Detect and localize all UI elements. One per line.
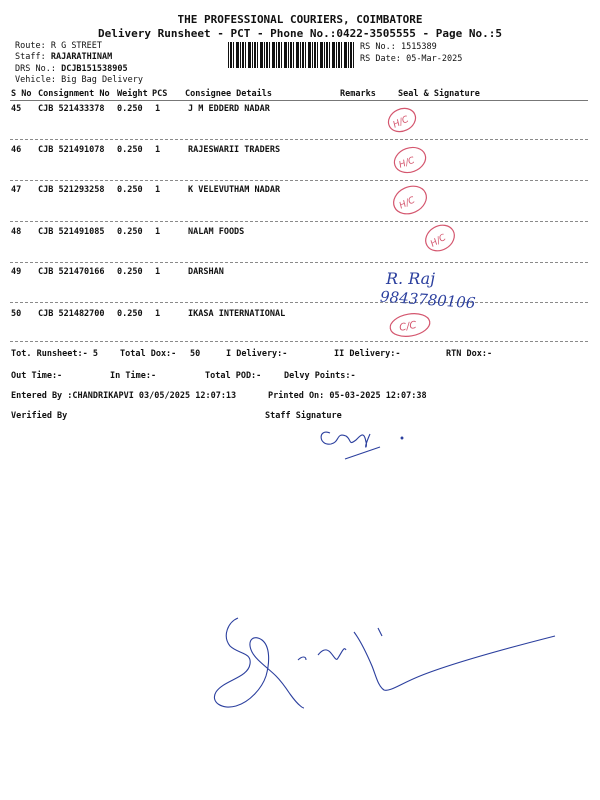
row-weight: 0.250 [117, 227, 143, 237]
total-dox-label: Total Dox:- [120, 349, 177, 359]
signature-stroke [298, 657, 306, 660]
phone-text: 9843780106 [379, 287, 476, 313]
rs-date-label: RS Date: [360, 54, 401, 64]
row-weight: 0.250 [117, 309, 143, 319]
stamp-text: H/C [391, 114, 411, 131]
row-consignment: CJB 521470166 [38, 267, 105, 277]
total-dox-value: 50 [190, 349, 201, 359]
row-divider [10, 302, 588, 303]
row-sno: 47 [11, 185, 22, 195]
stamp-text: C/C [398, 319, 418, 334]
row-consignment: CJB 521491085 [38, 227, 105, 237]
stamp-text: H/C [397, 195, 417, 212]
stamp-circle-icon [421, 220, 459, 256]
row-pcs: 1 [155, 185, 161, 195]
rs-date-value: 05-Mar-2025 [406, 54, 463, 64]
col-consignment: Consignment No [38, 89, 110, 99]
signature-dot [401, 437, 403, 439]
rs-no-line [360, 42, 437, 52]
runsheet-title: Delivery Runsheet - PCT - Phone No.:0422-3505555 - Page No.:5 [98, 27, 502, 40]
row-sno: 48 [11, 227, 22, 237]
signature-text: R. Raj [386, 269, 436, 288]
barcode-image [228, 42, 354, 68]
large-signature [214, 618, 555, 708]
route-label: Route: [15, 41, 46, 51]
row-consignee: NALAM FOODS [188, 227, 245, 237]
row-pcs: 1 [155, 104, 161, 114]
out-time: Out Time:- [11, 371, 63, 381]
stamp-circle-icon [388, 311, 431, 340]
table-header-rule [10, 100, 588, 101]
stamp-text: H/C [397, 155, 417, 171]
row-sno: 45 [11, 104, 22, 114]
printed-on: Printed On: 05-03-2025 12:07:38 [268, 391, 427, 401]
stamp-texts [392, 114, 449, 333]
row-consignee: J M EDDERD NADAR [188, 104, 270, 114]
in-time: In Time:- [110, 371, 157, 381]
row-pcs: 1 [155, 267, 161, 277]
row-divider [10, 341, 588, 342]
stamp-circle-icon [385, 104, 420, 136]
ii-delivery: II Delivery:- [334, 349, 401, 359]
signature-stroke [214, 618, 304, 708]
row-consignee: IKASA INTERNATIONAL [188, 309, 286, 319]
delvy-points: Delvy Points:- [284, 371, 356, 381]
col-seal-signature: Seal & Signature [398, 89, 480, 99]
staff-label: Staff: [15, 52, 46, 62]
row-divider [10, 221, 588, 222]
row-pcs: 1 [155, 145, 161, 155]
drs-line [15, 64, 128, 74]
route-line [15, 41, 102, 51]
route-value: R G STREET [50, 41, 103, 51]
rs-no-value: 1515389 [400, 42, 437, 52]
stamp-circle-icon [391, 143, 429, 176]
vehicle-label: Vehicle: [15, 75, 56, 85]
row-consignee: DARSHAN [188, 267, 224, 277]
staff-signature-label: Staff Signature [265, 411, 342, 421]
col-consignee: Consignee Details [185, 89, 272, 99]
drs-label: DRS No.: [15, 64, 56, 74]
verified-by: Verified By [11, 411, 68, 421]
row-weight: 0.250 [117, 104, 143, 114]
row-divider [10, 139, 588, 140]
row-sno: 49 [11, 267, 22, 277]
signature-underline [345, 447, 380, 459]
row-consignment: CJB 521491078 [38, 145, 105, 155]
row-weight: 0.250 [117, 185, 143, 195]
entered-by: Entered By :CHANDRIKAPVI 03/05/2025 12:07:13 [11, 391, 237, 401]
row-49-signature [379, 269, 476, 312]
signature-stroke [318, 649, 346, 660]
signature-stroke [321, 432, 370, 447]
col-remarks: Remarks [340, 89, 376, 99]
rs-no-label: RS No.: [360, 42, 396, 52]
row-sno: 50 [11, 309, 22, 319]
staff-value: RAJARATHINAM [50, 52, 113, 62]
row-pcs: 1 [155, 309, 161, 319]
row-weight: 0.250 [117, 145, 143, 155]
stamp-circle-icon [389, 181, 431, 219]
signature-stroke [354, 632, 555, 690]
company-title: THE PROFESSIONAL COURIERS, COIMBATORE [177, 13, 423, 26]
col-weight: Weight [117, 89, 148, 99]
tot-runsheet: Tot. Runsheet:- 5 [11, 349, 98, 359]
staff-line [15, 52, 112, 62]
row-consignee: RAJESWARII TRADERS [188, 145, 281, 155]
row-consignee: K VELEVUTHAM NADAR [188, 185, 281, 195]
row-divider [10, 262, 588, 263]
i-delivery: I Delivery:- [226, 349, 288, 359]
signature-stroke [378, 628, 382, 636]
row-consignment: CJB 521433378 [38, 104, 105, 114]
col-sno: S No [11, 89, 32, 99]
drs-value: DCJB151538905 [61, 64, 128, 74]
stamp-text: H/C [428, 232, 448, 250]
total-pod: Total POD:- [205, 371, 262, 381]
vehicle-line [15, 75, 143, 85]
row-divider [10, 180, 588, 181]
row-pcs: 1 [155, 227, 161, 237]
vehicle-value: Big Bag Delivery [61, 75, 143, 85]
row-sno: 46 [11, 145, 22, 155]
rs-date-line [360, 54, 462, 64]
row-consignment: CJB 521482700 [38, 309, 105, 319]
col-pcs: PCS [152, 89, 168, 99]
row-consignment: CJB 521293258 [38, 185, 105, 195]
row-weight: 0.250 [117, 267, 143, 277]
staff-signature-scribble [321, 432, 403, 459]
rtn-dox: RTN Dox:- [446, 349, 493, 359]
